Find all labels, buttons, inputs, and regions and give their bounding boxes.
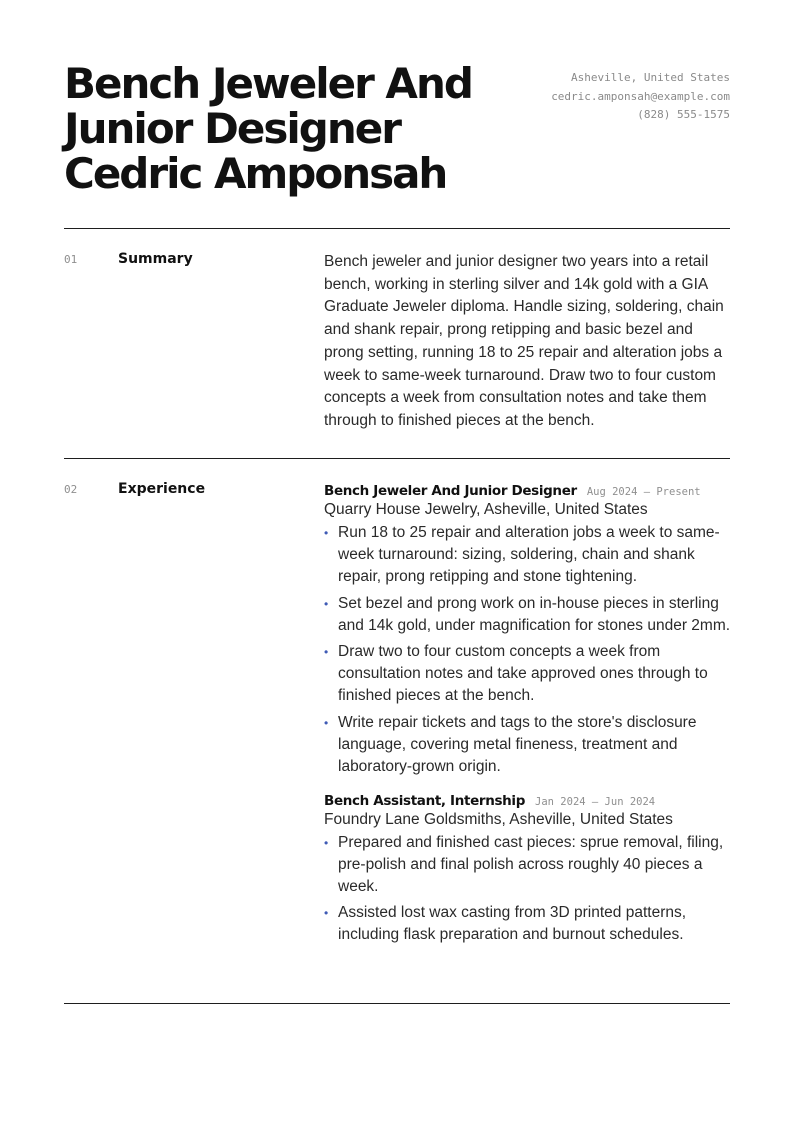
section-number: 02 <box>64 483 78 496</box>
section-divider <box>64 458 730 459</box>
list-item <box>324 593 734 637</box>
job-company: Quarry House Jewelry, Asheville, United States <box>324 501 648 518</box>
bullet-dot-icon: • <box>324 596 329 611</box>
experience-body <box>324 483 734 961</box>
job-header <box>324 483 734 499</box>
bullet-dot-icon: • <box>324 645 329 659</box>
section-number: 01 <box>64 253 78 266</box>
list-item <box>324 641 734 707</box>
section-title: Summary <box>118 251 193 267</box>
contact-block <box>551 69 730 125</box>
section-divider <box>64 228 730 229</box>
resume-header <box>64 61 730 196</box>
summary-text: Bench jeweler and junior designer two years into a retail bench, working in sterling silver and 14k gold with a GIA Graduate Jeweler diploma. Handle sizing, soldering, chain and shank repair, prong retipping and basic bezel and prong setting, running 18 to 25 repair and alteration jobs a week to same-week turnaround. Draw two to four custom concepts a week from consultation notes and take them through to finished pieces at the bench. <box>324 253 724 429</box>
job-bullets <box>324 832 734 947</box>
list-item <box>324 522 734 588</box>
title-line: Junior Designer <box>64 104 400 153</box>
job-dates: Aug 2024 — Present <box>586 486 701 498</box>
title-line: Bench Jeweler And <box>64 59 472 108</box>
bullet-dot-icon: • <box>324 906 329 920</box>
bullet-text: Run 18 to 25 repair and alteration jobs a week to same-week turnaround: sizing, soldering, chain and shank repair, prong retipping and stone tightening. <box>338 524 720 585</box>
section-divider <box>64 1003 730 1004</box>
contact-location: Asheville, United States <box>571 71 730 84</box>
job-dates: Jan 2024 — Jun 2024 <box>535 795 656 808</box>
list-item <box>324 902 734 946</box>
job-bullets <box>324 522 734 778</box>
bullet-text: Assisted lost wax casting from 3D printed patterns, including flask preparation and burnout schedules. <box>338 904 687 943</box>
title-line: Cedric Amponsah <box>64 149 447 198</box>
contact-email: cedric.amponsah@example.com <box>551 89 730 103</box>
bullet-dot-icon: • <box>324 835 329 850</box>
bullet-dot-icon: • <box>324 526 329 540</box>
bullet-text: Write repair tickets and tags to the store's disclosure language, covering metal fineness, treatment and laboratory-grown origin. <box>338 713 697 775</box>
job-title: Bench Assistant, Internship <box>324 792 526 809</box>
page-title <box>64 61 504 196</box>
bullet-dot-icon: • <box>324 715 329 730</box>
list-item <box>324 832 734 898</box>
job-entry <box>324 483 734 778</box>
bullet-text: Draw two to four custom concepts a week from consultation notes and take approved ones through to finished pieces at the bench. <box>338 643 708 704</box>
list-item <box>324 712 734 778</box>
bullet-text: Set bezel and prong work on in-house pieces in sterling and 14k gold, under magnification for stones under 2mm. <box>338 594 731 634</box>
job-title: Bench Jeweler And Junior Designer <box>324 483 577 499</box>
section-title: Experience <box>118 481 206 497</box>
summary-body <box>324 251 734 433</box>
job-company: Foundry Lane Goldsmiths, Asheville, United States <box>324 810 673 828</box>
contact-phone: (828) 555-1575 <box>637 108 730 121</box>
bullet-text: Prepared and finished cast pieces: sprue removal, filing, pre-polish and final polish across roughly 40 pieces a week. <box>338 833 724 895</box>
job-entry <box>324 793 734 947</box>
job-header <box>324 793 734 809</box>
